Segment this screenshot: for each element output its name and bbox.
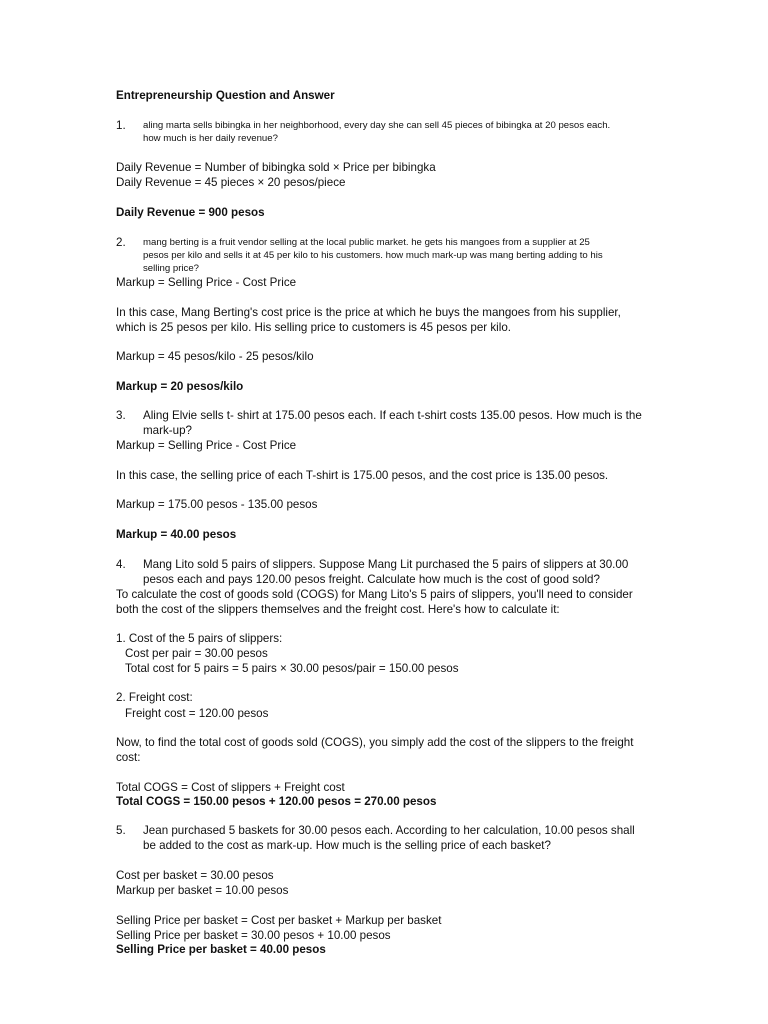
answer-1-result: Daily Revenue = 900 pesos xyxy=(116,206,265,219)
answer-5-result: Selling Price per basket = 40.00 pesos xyxy=(116,943,326,956)
answer-3-explain: In this case, the selling price of each T-shirt is 175.00 pesos, and the cost price is 135.00 pesos. xyxy=(116,469,609,482)
question-1-number: 1. xyxy=(116,119,126,132)
question-5-text-line-2: be added to the cost as mark-up. How much is the selling price of each basket? xyxy=(143,839,551,852)
question-2-number: 2. xyxy=(116,236,126,249)
question-5-number: 5. xyxy=(116,824,126,837)
answer-3-calc: Markup = 175.00 pesos - 135.00 pesos xyxy=(116,498,318,511)
answer-4-step-2-freight: Freight cost = 120.00 pesos xyxy=(125,707,269,720)
answer-3-formula: Markup = Selling Price - Cost Price xyxy=(116,439,297,452)
answer-4-step-1-title: 1. Cost of the 5 pairs of slippers: xyxy=(116,632,283,645)
answer-4-now-line-1: Now, to find the total cost of goods sold (COGS), you simply add the cost of the slippers to the freight xyxy=(116,736,634,749)
answer-4-formula: Total COGS = Cost of slippers + Freight cost xyxy=(116,781,345,794)
answer-4-step-1-cost-per-pair: Cost per pair = 30.00 pesos xyxy=(125,647,268,660)
question-4-text-line-1: Mang Lito sold 5 pairs of slippers. Suppose Mang Lit purchased the 5 pairs of slippers at 30.00 xyxy=(143,558,629,571)
question-3-text-line-1: Aling Elvie sells t- shirt at 175.00 pesos each. If each t-shirt costs 135.00 pesos. How much is the xyxy=(143,409,642,422)
question-2-text-line-2: pesos per kilo and sells it at 45 per kilo to his customers. how much mark-up was mang berting adding to his xyxy=(143,250,603,261)
answer-5-markup: Markup per basket = 10.00 pesos xyxy=(116,884,289,897)
answer-2-explain-line-2: which is 25 pesos per kilo. His selling price to customers is 45 pesos per kilo. xyxy=(116,321,512,334)
answer-3-result: Markup = 40.00 pesos xyxy=(116,528,237,541)
answer-5-calc: Selling Price per basket = 30.00 pesos + 10.00 pesos xyxy=(116,929,391,942)
question-2-text-line-1: mang berting is a fruit vendor selling at the local public market. he gets his mangoes from a supplier at 25 xyxy=(143,237,590,248)
answer-4-intro-line-2: both the cost of the slippers themselves and the freight cost. Here's how to calculate it: xyxy=(116,603,560,616)
question-5-text-line-1: Jean purchased 5 baskets for 30.00 pesos each. According to her calculation, 10.00 pesos shall xyxy=(143,824,635,837)
answer-1-formula: Daily Revenue = Number of bibingka sold × Price per bibingka xyxy=(116,161,436,174)
question-2-text-line-3: selling price? xyxy=(143,263,199,274)
answer-1-calc: Daily Revenue = 45 pieces × 20 pesos/piece xyxy=(116,176,346,189)
answer-4-step-2-title: 2. Freight cost: xyxy=(116,691,193,704)
answer-2-formula: Markup = Selling Price - Cost Price xyxy=(116,276,297,289)
answer-5-formula: Selling Price per basket = Cost per basket + Markup per basket xyxy=(116,914,442,927)
question-3-text-line-2: mark-up? xyxy=(143,424,192,437)
question-1-text-line-2: how much is her daily revenue? xyxy=(143,133,278,144)
question-1-text-line-1: aling marta sells bibingka in her neighborhood, every day she can sell 45 pieces of bibingka at 20 pesos each. xyxy=(143,120,611,131)
answer-4-now-line-2: cost: xyxy=(116,751,141,764)
question-4-text-line-2: pesos each and pays 120.00 pesos freight. Calculate how much is the cost of good sold? xyxy=(143,573,600,586)
answer-4-intro-line-1: To calculate the cost of goods sold (COGS) for Mang Lito's 5 pairs of slippers, you'll need to consider xyxy=(116,588,633,601)
question-4-number: 4. xyxy=(116,558,126,571)
answer-4-result: Total COGS = 150.00 pesos + 120.00 pesos = 270.00 pesos xyxy=(116,795,437,808)
page-title: Entrepreneurship Question and Answer xyxy=(116,89,335,102)
answer-5-cost: Cost per basket = 30.00 pesos xyxy=(116,869,274,882)
answer-2-result: Markup = 20 pesos/kilo xyxy=(116,380,244,393)
answer-2-calc: Markup = 45 pesos/kilo - 25 pesos/kilo xyxy=(116,350,314,363)
question-3-number: 3. xyxy=(116,409,126,422)
answer-4-step-1-total: Total cost for 5 pairs = 5 pairs × 30.00 pesos/pair = 150.00 pesos xyxy=(125,662,459,675)
answer-2-explain-line-1: In this case, Mang Berting's cost price is the price at which he buys the mangoes from his supplier, xyxy=(116,306,621,319)
